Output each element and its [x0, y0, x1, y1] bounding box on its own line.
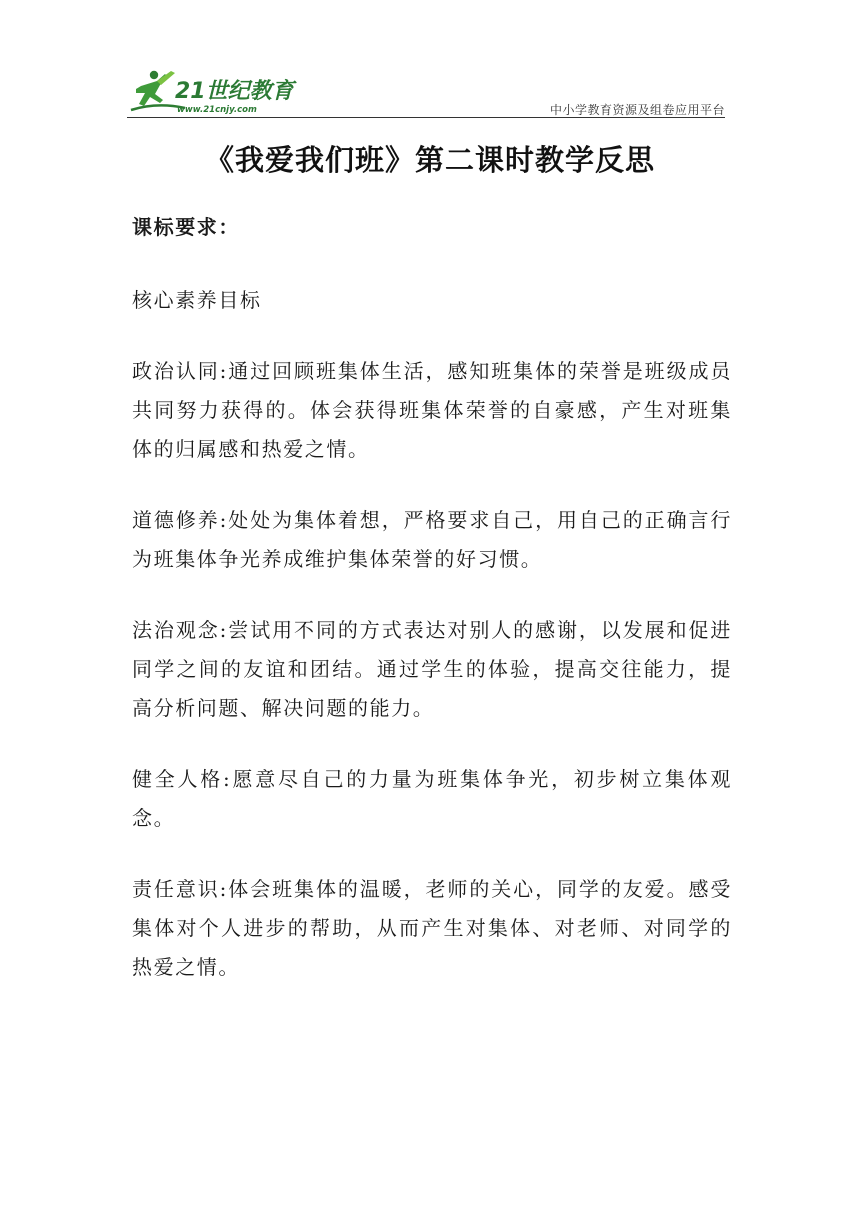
- paragraph-responsibility: 责任意识:体会班集体的温暖，老师的关心，同学的友爱。感受集体对个人进步的帮助，从而产生对集体、对老师、对同学的热爱之情。: [132, 877, 732, 979]
- paragraph-moral-cultivation: 道德修养:处处为集体着想，严格要求自己，用自己的正确言行为班集体争光养成维护集体荣誉的好习惯。: [132, 508, 732, 571]
- paragraph-rule-of-law: 法治观念:尝试用不同的方式表达对别人的感谢，以发展和促进同学之间的友谊和团结。通过学生的体验，提高交往能力，提高分析问题、解决问题的能力。: [132, 618, 732, 720]
- logo-url-text: www.21cnjy.com: [177, 105, 257, 115]
- paragraph-sound-personality: 健全人格:愿意尽自己的力量为班集体争光，初步树立集体观念。: [132, 767, 732, 830]
- page-header: [127, 66, 725, 118]
- paragraph-political-identity: 政治认同:通过回顾班集体生活，感知班集体的荣誉是班级成员共同努力获得的。体会获得班集体荣誉的自豪感，产生对班集体的归属感和热爱之情。: [132, 359, 732, 461]
- logo-text: 21世纪教育: [175, 79, 294, 104]
- logo-21cnjy: [127, 66, 297, 116]
- section-heading: 课标要求：: [132, 215, 240, 239]
- header-divider: [127, 117, 725, 118]
- header-tagline: 中小学教育资源及组卷应用平台: [549, 103, 725, 117]
- document-title: 《我爱我们班》第二课时教学反思: [204, 143, 655, 177]
- document-body: [132, 208, 732, 1019]
- section-subheading: 核心素养目标: [132, 288, 262, 312]
